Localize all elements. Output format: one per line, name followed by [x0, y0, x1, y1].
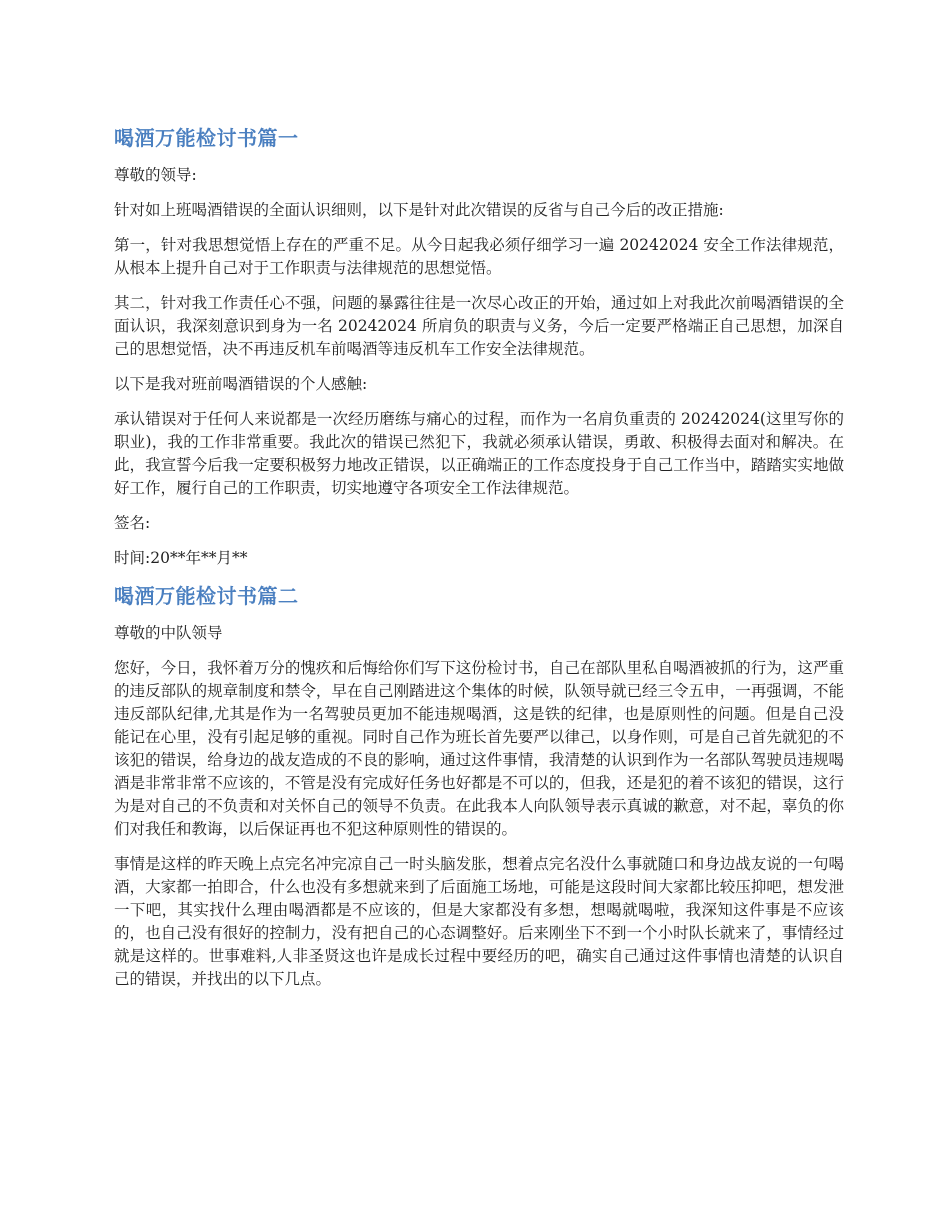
point-one-paragraph: 第一，针对我思想觉悟上存在的严重不足。从今日起我必须仔细学习一遍 20242024 安全工作法律规范，从根本上提升自己对于工作职责与法律规范的思想觉悟。	[114, 236, 844, 277]
body-paragraph-2b: 事情是这样的昨天晚上点完名冲完凉自己一时头脑发胀，想着点完名没什么事就随口和身边战友说的一句喝酒，大家都一拍即合，什么也没有多想就来到了后面施工场地，可能是这段时间大家都比较压抑吧，想发泄一下吧，其实找什么理由喝酒都是不应该的，但是大家都没有多想，想喝就喝啦，我深知这件事是不应该的，也自己没有很好的控制力，没有把自己的心态调整好。后来刚坐下不到一个小时队长就来了，事情经过就是这样的。世事难料,人非圣贤这也许是成长过程中要经历的吧，确实自己通过这件事情也清楚的认识自己的错误，并找出的以下几点。	[114, 855, 844, 988]
salutation-2: 尊敬的中队领导	[114, 624, 223, 642]
salutation-1: 尊敬的领导:	[114, 166, 197, 184]
feelings-intro: 以下是我对班前喝酒错误的个人感触:	[114, 375, 368, 393]
feelings-paragraph: 承认错误对于任何人来说都是一次经历磨练与痛心的过程，而作为一名肩负重责的 20242024(这里写你的职业)，我的工作非常重要。我此次的错误已然犯下，我就必须承认错误，勇敢、积极得去面对和解决。在此，我宣誓今后我一定要积极努力地改正错误，以正确端正的工作态度投身于自己工作当中，踏踏实实地做好工作，履行自己的工作职责，切实地遵守各项安全工作法律规范。	[114, 410, 844, 497]
document-page	[114, 124, 844, 1003]
date-line: 时间:20**年**月**	[114, 549, 248, 567]
signature-line: 签名:	[114, 514, 151, 532]
section-title-2: 喝酒万能检讨书篇二	[114, 584, 299, 608]
section-title-1: 喝酒万能检讨书篇一	[114, 126, 299, 150]
intro-paragraph-1: 针对如上班喝酒错误的全面认识细则，以下是针对此次错误的反省与自己今后的改正措施:	[114, 201, 724, 219]
point-two-paragraph: 其二，针对我工作责任心不强，问题的暴露往往是一次尽心改正的开始，通过如上对我此次前喝酒错误的全面认识，我深刻意识到身为一名 20242024 所肩负的职责与义务，今后一定要严格端正自己思想，加深自己的思想觉悟，决不再违反机车前喝酒等违反机车工作安全法律规范。	[114, 294, 844, 358]
body-paragraph-2a: 您好，今日，我怀着万分的愧疚和后悔给你们写下这份检讨书，自己在部队里私自喝酒被抓的行为，这严重的违反部队的规章制度和禁令，早在自己刚踏进这个集体的时候，队领导就已经三令五申，一再强调，不能违反部队纪律,尤其是作为一名驾驶员更加不能违规喝酒，这是铁的纪律，也是原则性的问题。但是自己没能记在心里，没有引起足够的重视。同时自己作为班长首先要严以律己，以身作则，可是自己首先就犯的不该犯的错误，给身边的战友造成的不良的影响，通过这件事情，我清楚的认识到作为一名部队驾驶员违规喝酒是非常非常不应该的，不管是没有完成好任务也好都是不可以的，但我，还是犯的着不该犯的错误，这行为是对自己的不负责和对关怀自己的领导不负责。在此我本人向队领导表示真诚的歉意，对不起，辜负的你们对我任和教诲，以后保证再也不犯这种原则性的错误的。	[114, 659, 844, 838]
